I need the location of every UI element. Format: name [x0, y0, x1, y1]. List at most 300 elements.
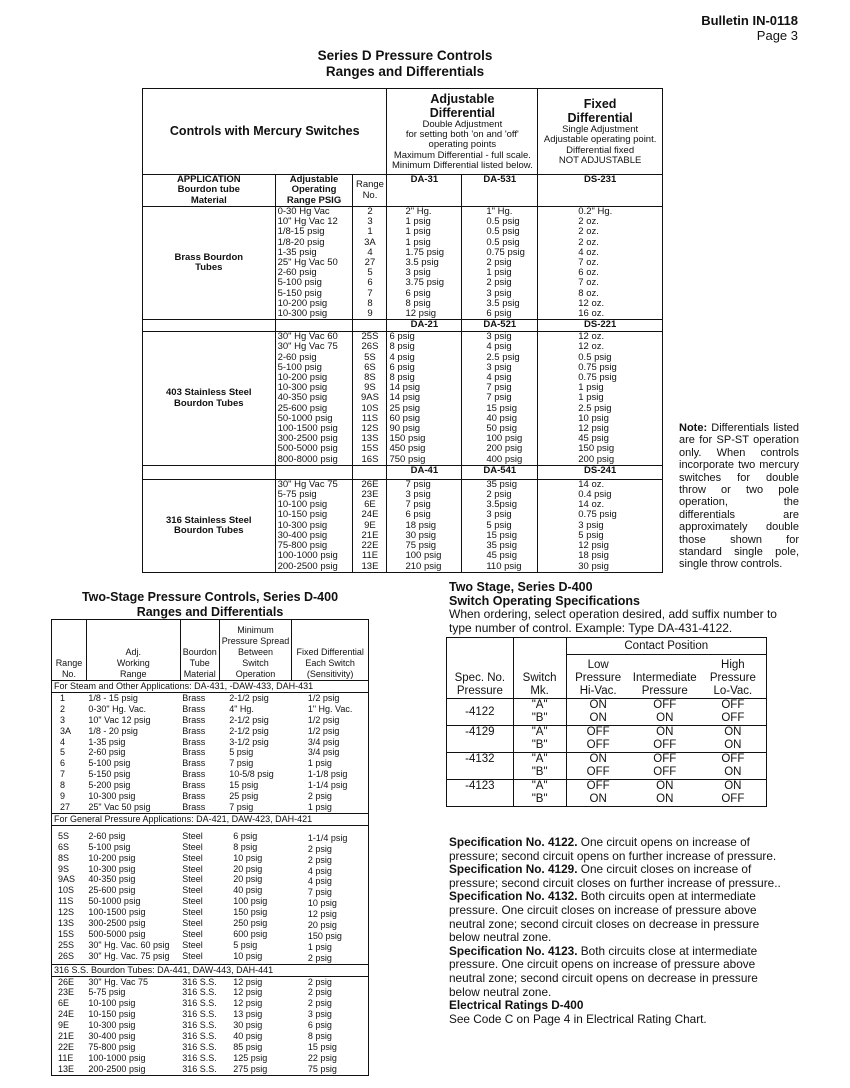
cell-value: Brass: [182, 714, 206, 725]
cell-value: 316 S.S.: [182, 1042, 217, 1052]
cell-value: 50-1000 psig: [88, 896, 141, 907]
cell-value: 12 oz.: [578, 341, 605, 353]
cell-value: 10 psig: [233, 852, 263, 863]
cell-value: 6E: [58, 998, 70, 1009]
cell-value: 75 psig: [405, 540, 437, 552]
cell-value: 15S: [361, 443, 379, 455]
cell-value: 30 psig: [405, 529, 437, 541]
cell-value: 15 psig: [486, 529, 517, 541]
cell-value: 3.5psig: [486, 499, 517, 511]
cell-value: 6S: [58, 841, 70, 852]
cell-value: 3 psig: [307, 1009, 332, 1020]
cell-value: 750 psig: [389, 453, 426, 465]
cell-value: 200-2500 psig: [277, 560, 338, 572]
cell-value: 100-1500 psig: [277, 423, 338, 435]
cell-value: 200 psig: [486, 443, 523, 455]
cell-value: Brass: [182, 769, 206, 780]
cell-value: 1 psig: [578, 382, 604, 394]
col-min-spread: Minimum Pressure Spread Between Switch Operation: [219, 620, 292, 681]
cell-value: 1/8-15 psig: [277, 226, 325, 238]
cell-value: OFF: [653, 753, 677, 765]
cell-value: 30-400 psig: [277, 529, 328, 541]
mercury-switch-header: Controls with Mercury Switches: [143, 89, 387, 175]
switch-spec-heading: Two Stage, Series D-400 Switch Operating Specifications When ordering, select operation desired, add suffix number to type number of control. Example: Type DA-431-4122.: [449, 580, 777, 635]
cell-value: 3 psig: [486, 331, 512, 343]
cell-value: 2 oz.: [578, 216, 599, 228]
cell-value: 3A: [364, 236, 376, 248]
cell-value: 13S: [361, 433, 379, 445]
cell-value: 5 psig: [486, 519, 512, 531]
spec-descriptions: [449, 836, 781, 1026]
cell-value: 22 psig: [307, 1052, 337, 1063]
cell-value: 20 psig: [307, 920, 337, 931]
cell-value: 7: [367, 287, 373, 299]
cell-value: 2 psig: [307, 854, 332, 865]
col-high-pressure: High Pressure Lo-Vac.: [700, 655, 767, 699]
cell-value: 2 psig: [486, 257, 512, 269]
cell-value: 5-100 psig: [88, 758, 131, 769]
cell-value: 8S: [58, 852, 70, 863]
cell-value: 24E: [58, 1009, 75, 1020]
cell-value: 100-1500 psig: [88, 907, 146, 918]
cell-value: Brass: [182, 780, 206, 791]
cell-value: 3 psig: [486, 509, 512, 521]
cell-value: 10 psig: [578, 412, 609, 424]
cell-value: 21E: [361, 529, 379, 541]
cell-value: 5-100 psig: [277, 361, 322, 373]
cell-value: OFF: [586, 739, 610, 751]
cell-value: "B": [531, 766, 548, 778]
cell-value: ON: [656, 793, 674, 805]
cell-value: 200 psig: [578, 453, 615, 465]
adjustable-differential-header: Adjustable Differential Double Adjustment for setting both 'on and 'off' operating points Maximum Differential - full scale. Minimum Differential listed below.: [387, 89, 538, 175]
cell-value: ON: [724, 766, 742, 778]
cell-value: ON: [656, 780, 674, 792]
cell-value: 2-60 psig: [277, 351, 317, 363]
cell-value: 3.5 psig: [486, 297, 520, 309]
cell-value: 6 psig: [233, 830, 258, 841]
cell-value: "B": [531, 712, 548, 724]
brass-range-nos: [353, 207, 387, 320]
cell-value: 5: [60, 747, 66, 758]
steam-ranges: [86, 692, 180, 813]
cell-value: 10-300 psig: [88, 863, 136, 874]
cell-value: ON: [589, 793, 607, 805]
bulletin-number: Bulletin IN-0118: [701, 13, 798, 28]
cell-value: 6 psig: [389, 361, 415, 373]
cell-value: 0.75 psig: [578, 361, 617, 373]
ss316-materials: [180, 976, 219, 1075]
cell-value: Brass: [182, 725, 206, 736]
ss403-da-values: [387, 332, 462, 466]
cell-value: ON: [656, 712, 674, 724]
cell-value: 1 psig: [405, 236, 431, 248]
cell-value: 75-800 psig: [277, 540, 328, 552]
cell-value: 20 psig: [233, 863, 263, 874]
col-switch-mk: Switch Mk.: [513, 655, 566, 699]
cell-value: 12S: [58, 907, 75, 918]
cell-value: 12 psig: [233, 976, 263, 987]
model-ds-221: DS-221: [538, 320, 663, 332]
cell-value: 25S: [361, 331, 379, 343]
cell-value: 1/8-20 psig: [277, 236, 325, 248]
cell-value: 3/4 psig: [307, 736, 340, 747]
cell-value: 316 S.S.: [182, 987, 217, 998]
cell-value: 210 psig: [405, 560, 442, 572]
cell-value: Steel: [182, 874, 203, 885]
cell-value: 26E: [58, 976, 75, 987]
cell-value: Steel: [182, 918, 203, 929]
section-ss316-rows: [52, 976, 369, 1075]
cell-value: ON: [589, 753, 607, 765]
cell-value: OFF: [653, 739, 677, 751]
cell-value: 9S: [364, 382, 376, 394]
cell-value: 75 psig: [307, 1063, 337, 1074]
cell-value: 150 psig: [233, 907, 268, 918]
cell-value: 4 oz.: [578, 246, 599, 258]
cell-value: 125 psig: [233, 1052, 268, 1063]
cell-value: 40-350 psig: [277, 392, 328, 404]
cell-value: 3 psig: [405, 267, 431, 279]
cell-value: 12 psig: [578, 540, 609, 552]
cell-value: 40 psig: [486, 412, 517, 424]
cell-value: 25" Hg Vac 50: [277, 257, 338, 269]
cell-value: Steel: [182, 852, 203, 863]
electrical-ratings-text: See Code C on Page 4 in Electrical Rating Chart.: [449, 1011, 707, 1026]
cell-value: "A": [531, 780, 548, 792]
cell-value: 10-150 psig: [88, 1009, 136, 1020]
cell-value: 90 psig: [389, 423, 421, 435]
cell-value: 275 psig: [233, 1063, 268, 1074]
cell-value: 2 psig: [307, 976, 332, 987]
cell-value: 100 psig: [405, 550, 442, 562]
ss403-material: 403 Stainless Steel Bourdon Tubes: [143, 332, 276, 466]
cell-value: Brass: [182, 692, 206, 703]
cell-value: 7 psig: [405, 499, 431, 511]
cell-value: 2" Hg.: [405, 206, 432, 217]
cell-value: 11S: [58, 896, 74, 907]
cell-value: 0.75 psig: [578, 509, 617, 521]
cell-value: Brass: [182, 747, 206, 758]
cell-value: 1 psig: [405, 216, 431, 228]
cell-value: ON: [589, 712, 607, 724]
cell-value: OFF: [721, 793, 745, 805]
brass-ds-values: [538, 207, 663, 320]
cell-value: 316 S.S.: [182, 1031, 217, 1042]
cell-value: 2 oz.: [578, 226, 599, 238]
cell-value: 30 psig: [233, 1020, 263, 1031]
cell-value: 15 psig: [486, 402, 517, 414]
cell-value: 0.4 psig: [578, 489, 612, 501]
cell-value: 45 psig: [486, 550, 517, 562]
cell-value: 100 psig: [486, 433, 523, 445]
cell-value: OFF: [653, 699, 677, 711]
cell-value: 0-30 Hg Vac: [277, 206, 330, 217]
cell-value: 10-150 psig: [277, 509, 328, 521]
cell-value: 6 psig: [405, 287, 431, 299]
cell-value: 4 psig: [486, 372, 512, 384]
cell-value: 30" Hg Vac 75: [277, 478, 338, 490]
cell-value: 11E: [58, 1052, 74, 1063]
cell-value: 9: [60, 791, 66, 802]
cell-value: 30 psig: [578, 560, 609, 572]
ss316-ranges: [86, 976, 180, 1075]
cell-value: 150 psig: [389, 433, 426, 445]
series-d-title-line2: Ranges and Differentials: [325, 64, 485, 79]
cell-value: 0.5 psig: [486, 226, 520, 238]
model-ds-231: DS-231: [538, 175, 663, 207]
cell-value: 25" Vac 50 psig: [88, 801, 151, 812]
cell-value: 3.75 psig: [405, 277, 445, 289]
cell-value: 8 psig: [405, 297, 431, 309]
cell-value: Brass: [182, 758, 206, 769]
cell-value: 250 psig: [233, 918, 268, 929]
two-stage-title: Two-Stage Pressure Controls, Series D-400 Ranges and Differentials: [81, 590, 339, 619]
cell-value: 5-150 psig: [277, 287, 322, 299]
col-operating-range: Adjustable Operating Range PSIG: [275, 175, 353, 207]
cell-value: 21E: [58, 1031, 75, 1042]
cell-value: 50-1000 psig: [277, 412, 333, 424]
cell-value: 6 psig: [486, 308, 512, 320]
ss403-ranges: [275, 332, 353, 466]
cell-value: 3 psig: [486, 361, 512, 373]
cell-value: 2-60 psig: [88, 747, 126, 758]
cell-value: 4: [367, 246, 373, 258]
cell-value: 10-200 psig: [277, 297, 328, 309]
cell-value: 12 psig: [578, 423, 609, 435]
cell-value: 10" Hg Vac 12: [277, 216, 338, 228]
cell-value: 0.75 psig: [578, 372, 617, 384]
cell-value: Steel: [182, 863, 203, 874]
cell-value: 0.2" Hg.: [578, 206, 613, 217]
cell-value: 8 psig: [233, 841, 258, 852]
cell-value: 14 psig: [389, 382, 421, 394]
cell-value: 1-1/4 psig: [307, 832, 348, 843]
cell-value: 10-5/8 psig: [229, 769, 274, 780]
cell-value: 500-5000 psig: [277, 443, 338, 455]
cell-value: 5-100 psig: [277, 277, 322, 289]
ss316-range-nos: [353, 479, 387, 572]
cell-value: 12 psig: [405, 308, 437, 320]
cell-value: 25-600 psig: [277, 402, 328, 414]
cell-value: Steel: [182, 896, 203, 907]
cell-value: 4 psig: [307, 876, 332, 887]
cell-value: 2 psig: [307, 791, 332, 802]
cell-value: 300-2500 psig: [277, 433, 338, 445]
model-da-541: DA-541: [462, 465, 538, 479]
spec-row-4132: -4132 "A" "B" ON OFF OFF OFF OFF ON: [447, 753, 767, 780]
cell-value: 1: [367, 226, 373, 238]
cell-value: 100-1000 psig: [88, 1052, 146, 1063]
cell-value: 1 psig: [307, 941, 332, 952]
cell-value: 5: [367, 267, 373, 279]
cell-value: 100 psig: [233, 896, 268, 907]
cell-value: 2 psig: [307, 987, 332, 998]
cell-value: 8S: [364, 372, 376, 384]
cell-value: 1/2 psig: [307, 714, 340, 725]
cell-value: 0.5 psig: [486, 236, 520, 248]
cell-value: 400 psig: [486, 453, 523, 465]
cell-value: 4 psig: [307, 865, 332, 876]
ss316-spreads: [219, 976, 292, 1075]
electrical-ratings-title: Electrical Ratings D-400: [449, 998, 584, 1013]
brass-da-values: [387, 207, 462, 320]
ss316-fixed: [292, 976, 369, 1075]
cell-value: 12S: [361, 423, 379, 435]
cell-value: 0.75 psig: [486, 246, 525, 258]
cell-value: 1-35 psig: [88, 736, 126, 747]
cell-value: 316 S.S.: [182, 1063, 217, 1074]
model-da-531: DA-531: [462, 175, 538, 207]
cell-value: 7 psig: [486, 392, 512, 404]
col-tube-material: Bourdon Tube Material: [180, 620, 219, 681]
cell-value: 40-350 psig: [88, 874, 136, 885]
general-materials: [180, 825, 219, 964]
cell-value: 0-30" Hg. Vac.: [88, 703, 146, 714]
cell-value: 8 psig: [307, 1031, 332, 1042]
cell-value: 25-600 psig: [88, 885, 136, 896]
steam-materials: [180, 692, 219, 813]
cell-value: 13E: [58, 1063, 75, 1074]
cell-value: 23E: [361, 489, 379, 501]
cell-value: 1-35 psig: [277, 246, 317, 258]
cell-value: 20 psig: [233, 874, 263, 885]
spec-row-4129: -4129 "A" "B" OFF OFF ON OFF ON ON: [447, 726, 767, 753]
cell-value: 30-400 psig: [88, 1031, 136, 1042]
cell-value: 15 psig: [229, 780, 259, 791]
cell-value: 9E: [364, 519, 376, 531]
cell-value: 12 oz.: [578, 331, 605, 343]
page-number: Page 3: [756, 28, 798, 43]
cell-value: 10S: [361, 402, 379, 414]
ss316-ranges: [275, 479, 353, 572]
cell-value: OFF: [586, 780, 610, 792]
fixed-differential-header: Fixed Differential Single Adjustment Adjustable operating point. Differential fixed NOT ADJUSTABLE: [538, 89, 663, 175]
cell-value: 2 psig: [486, 277, 512, 289]
cell-value: Steel: [182, 939, 203, 950]
cell-value: 2-1/2 psig: [229, 714, 269, 725]
col-range-no: Range No.: [353, 175, 387, 207]
cell-value: 7 psig: [405, 478, 431, 490]
cell-value: OFF: [721, 699, 745, 711]
cell-value: 25 psig: [229, 791, 259, 802]
cell-value: 3A: [60, 725, 72, 736]
cell-value: 1-1/4 psig: [307, 780, 348, 791]
cell-value: 5-100 psig: [88, 841, 131, 852]
cell-value: 1 psig: [307, 758, 332, 769]
cell-value: 15S: [58, 928, 75, 939]
ss403-da5-values: [462, 332, 538, 466]
cell-value: 2 oz.: [578, 236, 599, 248]
brass-group-row: [143, 207, 663, 320]
cell-value: 2-1/2 psig: [229, 725, 269, 736]
cell-value: 75-800 psig: [88, 1042, 136, 1052]
cell-value: 8 oz.: [578, 287, 599, 299]
two-stage-header-row: [52, 620, 369, 681]
cell-value: ON: [724, 739, 742, 751]
cell-value: 25 psig: [389, 402, 421, 414]
cell-value: 18 psig: [578, 550, 609, 562]
cell-value: 10S: [58, 885, 75, 896]
brass-da5-values: [462, 207, 538, 320]
cell-value: 35 psig: [486, 540, 517, 552]
cell-value: 14 psig: [389, 392, 421, 404]
cell-value: 26S: [361, 341, 379, 353]
cell-value: 10-100 psig: [277, 499, 328, 511]
cell-value: 3: [60, 714, 66, 725]
cell-value: 2.5 psig: [486, 351, 520, 363]
cell-value: ON: [724, 780, 742, 792]
cell-value: 9AS: [360, 392, 379, 404]
differential-note: Note: Differentials listed are for SP-ST operation only. When controls incorporate two mercury switches for double throw or two pole operation, the differentials are approximately double those shown for standard single pole, single throw controls.: [679, 422, 799, 571]
general-spreads: [219, 825, 292, 964]
cell-value: 500-5000 psig: [88, 928, 146, 939]
ss316-da5-values: [462, 479, 538, 572]
cell-value: 7 psig: [229, 758, 254, 769]
cell-value: 5 psig: [233, 939, 258, 950]
cell-value: 5-75 psig: [277, 489, 317, 501]
spec-4123: Specification No. 4123. Both circuits close at intermediate pressure. One circuit opens on increase of pressure above neutral zone; second circuit opens on decrease in pressure below neutral zone.: [449, 943, 758, 999]
ss403-ds-values: [538, 332, 663, 466]
cell-value: 7 psig: [229, 801, 254, 812]
cell-value: 3/4 psig: [307, 747, 340, 758]
series-d-title-line1: Series D Pressure Controls: [317, 48, 493, 63]
series-d-table: [142, 88, 663, 573]
cell-value: 30" Hg. Vac. 75 psig: [88, 950, 170, 961]
cell-value: 2 psig: [486, 489, 512, 501]
cell-value: 9AS: [58, 874, 76, 885]
cell-value: 12 oz.: [578, 297, 605, 309]
general-range-nos: [52, 825, 87, 964]
spec-4132: Specification No. 4132. Both circuits open at intermediate pressure. One circuit closes on increase of pressure above neutral zone; second circuit closes on decrease in pressure below neutral zone.: [449, 889, 760, 945]
cell-value: Steel: [182, 841, 203, 852]
cell-value: 4" Hg.: [229, 703, 254, 714]
col-low-pressure: Low Pressure Hi-Vac.: [566, 655, 630, 699]
model-da-31: DA-31: [387, 175, 462, 207]
model-da-521: DA-521: [462, 320, 538, 332]
cell-value: "A": [531, 699, 548, 711]
cell-value: 10-300 psig: [277, 308, 328, 320]
cell-value: 10 psig: [307, 898, 337, 909]
cell-value: 7: [60, 769, 66, 780]
cell-value: 10" Vac 12 psig: [88, 714, 151, 725]
cell-value: 40 psig: [233, 885, 263, 896]
cell-value: 30" Hg. Vac. 60 psig: [88, 939, 170, 950]
cell-value: 11S: [361, 412, 379, 424]
cell-value: 4 psig: [389, 351, 415, 363]
cell-value: 6 oz.: [578, 267, 599, 279]
cell-value: Brass: [182, 801, 206, 812]
cell-value: 7 psig: [486, 382, 512, 394]
cell-value: 1: [60, 692, 66, 703]
cell-value: 1 psig: [578, 392, 604, 404]
cell-value: 3 psig: [405, 489, 431, 501]
cell-value: 6 psig: [389, 331, 415, 343]
general-ranges: [86, 825, 180, 964]
cell-value: Steel: [182, 885, 203, 896]
cell-value: 0.5 psig: [578, 351, 612, 363]
cell-value: 8: [367, 297, 373, 309]
ss316-da-values: [387, 479, 462, 572]
cell-value: 0.5 psig: [486, 216, 520, 228]
cell-value: 10-200 psig: [88, 852, 136, 863]
cell-value: 300-2500 psig: [88, 918, 146, 929]
cell-value: 7 oz.: [578, 257, 599, 269]
steam-range-nos: [52, 692, 87, 813]
cell-value: 5-75 psig: [88, 987, 126, 998]
cell-value: 27: [60, 801, 71, 812]
cell-value: 2-60 psig: [88, 830, 126, 841]
